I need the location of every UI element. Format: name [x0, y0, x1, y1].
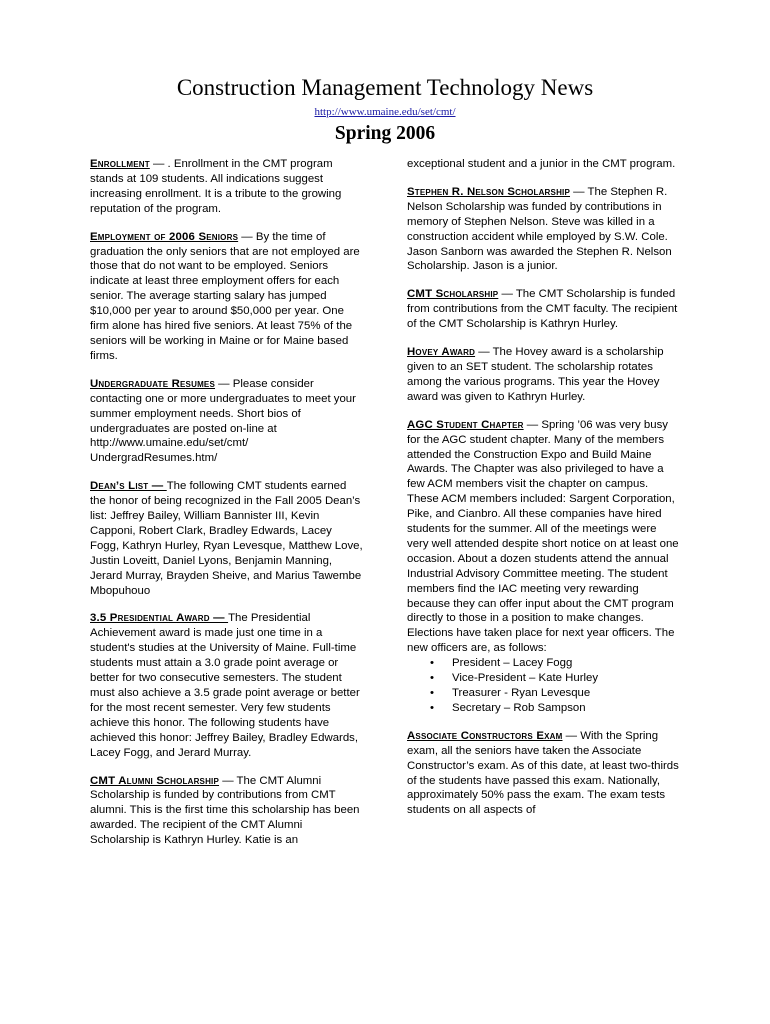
- article-heading: Associate Constructors Exam: [407, 729, 563, 742]
- right-column: [407, 157, 679, 831]
- article-heading: Employment of 2006 Seniors: [90, 230, 239, 243]
- article-heading: Enrollment: [90, 158, 150, 170]
- article-body: By the time of graduation the only seniors that are not employed are those that do not want to be employed. Seniors indicate at least three employment offers for each senior. The average starting salary has jumped $10,000 per year to around $50,000 per year. One firm alone has hired five seniors. At least 75% of the seniors will be working in Maine or for Maine based firms.: [90, 230, 360, 362]
- article-heading: Undergraduate Resumes: [90, 377, 216, 390]
- article-body: The Presidential Achievement award is made just one time in a student's studies at the University of Maine. Full-time students must attain a 3.0 grade point average or better for two consecutive semesters. The student must also achieve a 3.5 grade point average or better for the most recent semester. Very few students achieve this honor. The following students have achieved this honor: Jeffrey Bailey, Bradley Edwards, Lacey Fogg, and Jerard Murray.: [90, 612, 360, 759]
- article-presidential-award: [90, 611, 364, 760]
- list-item: • Treasurer - Ryan Levesque: [452, 686, 679, 701]
- article-heading: CMT Alumni Scholarship: [90, 774, 220, 787]
- article-heading: Hovey Award: [407, 346, 476, 359]
- article-body: The CMT Scholarship is funded from contributions from the CMT faculty. The recipient of the CMT Scholarship is Kathryn Hurley.: [407, 288, 678, 331]
- article-body: Please consider contacting one or more undergraduates to meet your summer employment needs. Short bios of undergraduates are posted on-line at http://www.umaine.edu/set/cmt/ UndergradResumes.htm/: [90, 377, 356, 465]
- article-employment: Employment of 2006 Seniors — By the time of graduation the only seniors that are not employed are those that do not want to be employed. Seniors indicate at least three employment offers for each senior. The average starting salary has jumped $10,000 per year to around $50,000 per year. One firm alone has hired five seniors. At least 75% of the seniors will be working in Maine or for Maine based firms.: [90, 230, 360, 362]
- article-body: With the Spring exam, all the seniors have taken the Associate Constructor’s exam. As of this date, at least two-thirds of the students have passed this exam. Nationally, approximately 50% pass the exam. The exam tests students on all aspects of: [407, 729, 679, 817]
- article-body: The Stephen R. Nelson Scholarship was funded by contributions in memory of Stephen Nelson. Steve was killed in a construction accident while employed by S.W. Cole. Jason Sanborn was awarded the Stephen R. Nelson Scholarship. Jason is a junior.: [407, 185, 672, 273]
- article-continuation: exceptional student and a junior in the CMT program.: [407, 158, 676, 170]
- article-body: The Hovey award is a scholarship given to an SET student. The scholarship rotates among the various programs. This year the Hovey award was given to Kathryn Hurley.: [407, 346, 664, 403]
- article-agc-chapter: AGC Student Chapter — Spring ’06 was very busy for the AGC student chapter. Many of the members attended the Construction Expo and Build Maine Awards. The Chapter was also privileged to have a few ACM members visit the chapter on campus. These ACM members included: Sargent Corporation, Pike, and Cianbro. All these companies have hired students for the summer. All of the meetings were very well attended despite short notice on at least one occasion. About a dozen students attend the annual Industrial Advisory Committee meeting. The student members find the IAC meeting very rewarding because they can offer input about the CMT program directly to those in a position to make changes. Elections have taken place for next year officers. The new officers are, as follows:: [407, 418, 679, 655]
- article-body: The following CMT students earned the honor of being recognized in the Fall 2005 Dean’s list: Jeffrey Bailey, William Bannister III, Kevin Capponi, Robert Clark, Bradley Edwards, Lacey Fogg, Kathryn Hurley, Ryan Levesque, Matthew Love, Justin Loveitt, Daniel Lyons, Benjamin Manning, Jerard Murray, Brayden Sheive, and Marius Tawembe Mbopuhouo: [90, 480, 363, 597]
- article-heading: Dean’s List —: [90, 480, 167, 493]
- officers-list: [407, 656, 679, 716]
- article-cmt-scholarship: CMT Scholarship — The CMT Scholarship is funded from contributions from the CMT faculty. The recipient of the CMT Scholarship is Kathryn Hurley.: [407, 288, 678, 331]
- article-body: The CMT Alumni Scholarship is funded by contributions from CMT alumni. This is the first time this scholarship has been awarded. The recipient of the CMT Alumni Scholarship is Kathryn Hurley. Katie is an: [90, 774, 360, 847]
- website-link[interactable]: http://www.umaine.edu/set/cmt/: [314, 106, 456, 118]
- list-item: • Vice-President – Kate Hurley: [452, 671, 679, 686]
- article-body: Spring ’06 was very busy for the AGC student chapter. Many of the members attended the Construction Expo and Build Maine Awards. The Chapter was also privileged to have a few ACM members visit the chapter on campus. These ACM members included: Sargent Corporation, Pike, and Cianbro. All these companies have hired students for the summer. All of the meetings were very well attended despite short notice on at least one occasion. About a dozen students attend the annual Industrial Advisory Committee meeting. The student members find the IAC meeting very rewarding because they can offer input about the CMT program directly to those in a position to make changes. Elections have taken place for next year officers. The new officers are, as follows:: [407, 418, 679, 655]
- article-heading: 3.5 Presidential Award —: [90, 612, 229, 625]
- article-deans-list: [90, 479, 364, 598]
- article-hovey-award: Hovey Award — The Hovey award is a scholarship given to an SET student. The scholarship rotates among the various programs. This year the Hovey award was given to Kathryn Hurley.: [407, 346, 664, 403]
- article-resumes: Undergraduate Resumes — Please consider contacting one or more undergraduates to meet your summer employment needs. Short bios of undergraduates are posted on-line at http://www.umaine.edu/set/cmt/ UndergradResumes.htm/: [90, 377, 356, 465]
- article-nelson-scholarship: Stephen R. Nelson Scholarship — The Stephen R. Nelson Scholarship was funded by contributions in memory of Stephen Nelson. Steve was killed in a construction accident while employed by S.W. Cole. Jason Sanborn was awarded the Stephen R. Nelson Scholarship. Jason is a junior.: [407, 185, 672, 273]
- newsletter-title: Construction Management Technology News: [176, 75, 594, 100]
- article-heading: AGC Student Chapter: [407, 418, 524, 431]
- article-heading: Stephen R. Nelson Scholarship: [407, 185, 571, 198]
- issue-label: Spring 2006: [334, 123, 436, 144]
- article-heading: CMT Scholarship: [407, 288, 499, 301]
- article-alumni-scholarship: CMT Alumni Scholarship — The CMT Alumni Scholarship is funded by contributions from CMT alumni. This is the first time this scholarship has been awarded. The recipient of the CMT Alumni Scholarship is Kathryn Hurley. Katie is an: [90, 774, 360, 847]
- list-item: • President – Lacey Fogg: [452, 656, 679, 671]
- list-item: • Secretary – Rob Sampson: [452, 701, 679, 716]
- left-column: [90, 157, 364, 861]
- article-body: . Enrollment in the CMT program stands at 109 students. All indications suggest increasing enrollment. It is a tribute to the growing reputation of the program.: [90, 158, 342, 215]
- article-enrollment: Enrollment — . Enrollment in the CMT program stands at 109 students. All indications suggest increasing enrollment. It is a tribute to the growing reputation of the program.: [90, 158, 342, 215]
- article-associate-exam: Associate Constructors Exam — With the Spring exam, all the seniors have taken the Associate Constructor’s exam. As of this date, at least two-thirds of the students have passed this exam. Nationally, approximately 50% pass the exam. The exam tests students on all aspects of: [407, 729, 679, 817]
- masthead: [0, 74, 770, 146]
